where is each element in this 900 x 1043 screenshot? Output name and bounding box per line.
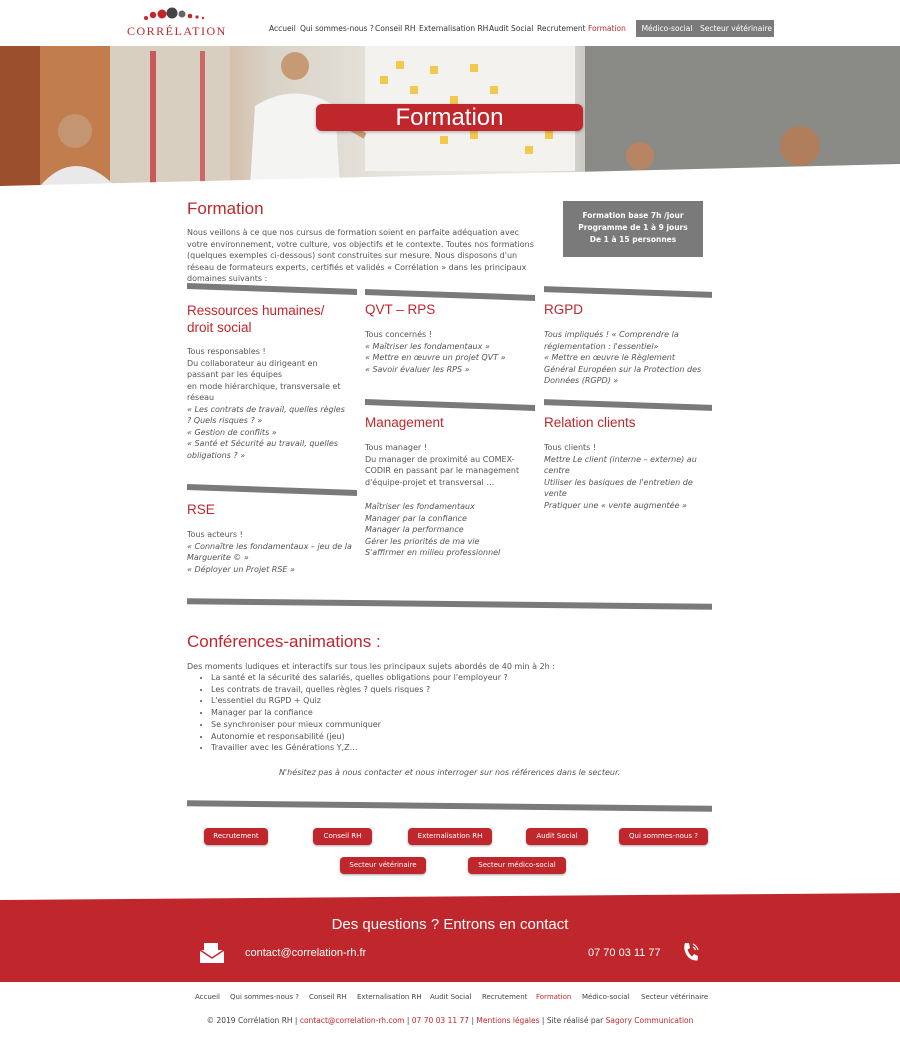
divider-bar-wide: [187, 800, 712, 811]
rgpd-content: [544, 329, 704, 387]
contact-phone-link[interactable]: 07 70 03 11 77: [588, 947, 661, 959]
qvt-item: « Mettre en œuvre un projet QVT »: [365, 353, 506, 362]
footer-nav-accueil[interactable]: Accueil: [195, 993, 220, 1001]
relation-item: Mettre Le client (interne – externe) au centre: [544, 454, 697, 475]
nav-accueil[interactable]: Accueil: [269, 24, 296, 33]
conferences-note: N'hésitez pas à nous contacter et nous interroger sur nos références dans le secteur.: [278, 768, 621, 777]
nav-audit-social[interactable]: Audit Social: [489, 24, 534, 33]
conference-item: • Se synchroniser pour mieux communiquer: [211, 719, 687, 731]
footer-nav-externalisation-rh[interactable]: Externalisation RH: [357, 993, 422, 1001]
management-content: [365, 442, 535, 488]
contact-email-link[interactable]: contact@correlation-rh.fr: [245, 947, 367, 959]
phone-icon[interactable]: [682, 941, 700, 963]
formation-info-box: [563, 201, 703, 257]
management-title: Management: [365, 415, 444, 430]
conference-item: • La santé et la sécurité des salariés, quelles obligations pour l'employeur ?: [211, 672, 687, 684]
management-line: Tous manager !: [365, 443, 427, 452]
made-by-text: | Site réalisé par: [541, 1016, 604, 1025]
rgpd-item: « Mettre en œuvre le Règlement Général Européen sur la Protection des Données (RGPD) »: [544, 353, 702, 385]
footer-nav-recrutement[interactable]: Recrutement: [482, 993, 528, 1001]
nav-formation[interactable]: Formation: [588, 24, 626, 33]
management-item: Gérer les priorités de ma vie: [365, 536, 480, 546]
management-list: [365, 501, 535, 559]
relation-line: Tous clients !: [544, 443, 597, 452]
secteur-medico-social-button[interactable]: Secteur médico-social: [468, 857, 566, 874]
footer-nav-audit-social[interactable]: Audit Social: [430, 993, 472, 1001]
rgpd-line: Tous impliqués ! « Comprendre la réglementation : l'essentiel»: [544, 330, 679, 351]
footer-nav-formation[interactable]: Formation: [536, 993, 572, 1001]
conferences-intro: Des moments ludiques et interactifs sur tous les principaux sujets abordés de 40 min à 2h :: [187, 662, 555, 671]
relation-item: Pratiquer une « vente augmentée »: [544, 500, 687, 510]
rh-title: Ressources humaines/ droit social: [187, 303, 325, 335]
management-item: S'affirmer en milieu professionnel: [365, 548, 501, 557]
rse-title: RSE: [187, 502, 215, 517]
info-line-3: De 1 à 15 personnes: [589, 235, 677, 244]
divider-bar-wide: [187, 598, 712, 609]
logo-dots-icon[interactable]: [140, 6, 210, 24]
conference-item: • Manager par la confiance: [211, 707, 687, 719]
conference-item: • L'essentiel du RGPD + Quiz: [211, 695, 687, 707]
footer-email-link[interactable]: contact@correlation-rh.com: [299, 1016, 405, 1025]
legal-notice-link[interactable]: Mentions légales: [476, 1016, 540, 1025]
rh-item: « Gestion de conflits »: [187, 427, 277, 437]
qvt-item: « Savoir évaluer les RPS »: [365, 364, 470, 374]
divider-bar: [365, 399, 535, 411]
hero-title: Formation: [316, 104, 583, 131]
footer-phone-link[interactable]: 07 70 03 11 77: [411, 1016, 470, 1025]
externalisation-rh-button[interactable]: Externalisation RH: [408, 828, 492, 845]
site-header: [0, 0, 900, 46]
email-icon[interactable]: [199, 942, 225, 964]
management-item: Manager la performance: [365, 525, 464, 534]
nav-medico-social-button[interactable]: Médico-social: [636, 20, 698, 37]
rh-line: Du collaborateur au dirigeant en passant par les équipes: [187, 358, 318, 379]
agency-link[interactable]: Sagory Communication: [605, 1016, 694, 1025]
rh-item: « Les contrats de travail, quelles règles ? Quels risques ? »: [187, 404, 345, 425]
intro-paragraph: Nous veillons à ce que nos cursus de formation soient en parfaite adéquation avec votre environnement, votre culture, vos objectifs et le contexte. Toutes nos formations (quelques exemples ci-dessous) sont construites sur mesure. Nous disposons d'un réseau de formateurs experts, certifiés et validés « Corrélation » dans les principaux domaines suivants :: [187, 228, 534, 283]
copyright-line: [0, 1016, 900, 1025]
contact-title: Des questions ? Entrons en contact: [331, 916, 569, 933]
management-line: Du manager de proximité au COMEX-CODIR en passant par le management d'équipe-projet et transversal …: [365, 454, 520, 487]
relation-item: Utiliser les basiques de l'entretien de vente: [544, 477, 693, 498]
qui-sommes-nous-button[interactable]: Qui sommes-nous ?: [619, 828, 708, 845]
nav-conseil-rh[interactable]: Conseil RH: [375, 24, 416, 33]
conseil-rh-button[interactable]: Conseil RH: [313, 828, 372, 845]
rh-content: [187, 346, 347, 461]
nav-secteur-veterinaire-button[interactable]: Secteur vétérinaire: [698, 20, 774, 37]
divider-bar: [544, 286, 712, 298]
conference-item: • Autonomie et responsabilité (jeu): [211, 731, 687, 743]
copyright-text: © 2019 Corrélation RH |: [206, 1016, 298, 1025]
qvt-item: « Maîtriser les fondamentaux »: [365, 341, 490, 351]
rh-line: en mode hiérarchique, transversale et réseau: [187, 381, 341, 402]
divider-bar: [187, 283, 357, 295]
rse-item: « Connaître les fondamentaux – jeu de la Marguerite © »: [187, 541, 352, 562]
separator: |: [471, 1016, 474, 1025]
conferences-list: [187, 672, 687, 754]
footer-nav-medico-social[interactable]: Médico-social: [582, 993, 630, 1001]
qvt-line: Tous concernés !: [365, 330, 432, 339]
conferences-title: Conférences-animations :: [187, 632, 381, 651]
nav-qui-sommes-nous[interactable]: Qui sommes-nous ?: [300, 24, 374, 33]
info-line-2: Programme de 1 à 9 jours: [578, 223, 688, 232]
footer-nav-conseil-rh[interactable]: Conseil RH: [309, 993, 347, 1001]
rse-item: « Déployer un Projet RSE »: [187, 564, 295, 574]
qvt-title: QVT – RPS: [365, 302, 436, 317]
rse-line: Tous acteurs !: [187, 530, 243, 539]
rh-item: « Santé et Sécurité au travail, quelles obligations ? »: [187, 439, 338, 460]
footer-nav-qui-sommes-nous[interactable]: Qui sommes-nous ?: [230, 993, 299, 1001]
page-title: Formation: [187, 199, 264, 218]
relation-title: Relation clients: [544, 415, 636, 430]
recrutement-button[interactable]: Recrutement: [204, 828, 268, 845]
nav-externalisation-rh[interactable]: Externalisation RH: [419, 24, 489, 33]
management-item: Manager par la confiance: [365, 513, 467, 523]
relation-content: [544, 442, 714, 511]
logo-text[interactable]: CORRÉLATION: [127, 24, 227, 38]
rse-content: [187, 529, 352, 575]
rh-line: Tous responsables !: [187, 347, 266, 356]
divider-bar: [544, 399, 712, 411]
qvt-content: [365, 329, 530, 375]
info-line-1: Formation base 7h /jour: [582, 211, 684, 220]
rgpd-title: RGPD: [544, 302, 584, 317]
separator: |: [406, 1016, 410, 1025]
management-item: Maîtriser les fondamentaux: [365, 502, 475, 511]
nav-recrutement[interactable]: Recrutement: [537, 24, 586, 33]
audit-social-button[interactable]: Audit Social: [526, 828, 588, 845]
conference-item: • Travailler avec les Générations Y,Z…: [211, 742, 687, 754]
secteur-veterinaire-button[interactable]: Secteur vétérinaire: [340, 857, 426, 874]
contact-band: [0, 900, 900, 982]
footer-nav-secteur-veterinaire[interactable]: Secteur vétérinaire: [641, 993, 709, 1001]
divider-bar: [187, 484, 357, 496]
conference-item: • Les contrats de travail, quelles règles ? quels risques ?: [211, 684, 687, 696]
divider-bar: [365, 289, 535, 301]
